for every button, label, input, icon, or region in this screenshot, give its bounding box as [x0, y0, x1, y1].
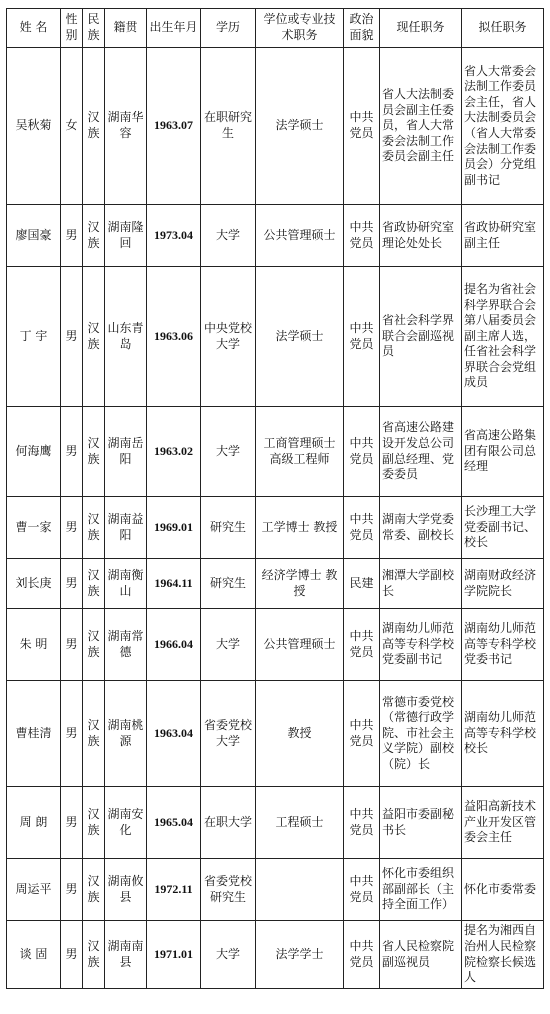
- cell-hometown: 湖南益阳: [105, 497, 147, 559]
- cell-current-post: 省高速公路建设开发总公司副总经理、党委委员: [380, 407, 462, 497]
- cell-degree: 法学硕士: [256, 267, 344, 407]
- cell-party: 中共党员: [344, 859, 380, 921]
- table-row: [7, 267, 544, 407]
- cell-current-post: 省政协研究室理论处处长: [380, 205, 462, 267]
- cell-proposed-post: 湖南幼儿师范高等专科学校党委书记: [462, 609, 544, 681]
- cell-ethnicity: 汉族: [83, 681, 105, 787]
- table-row: [7, 921, 544, 989]
- cell-education: 研究生: [201, 559, 256, 609]
- appointment-table: [6, 8, 544, 989]
- cell-name: 周运平: [7, 859, 61, 921]
- table-row: [7, 559, 544, 609]
- cell-degree: 工学博士 教授: [256, 497, 344, 559]
- cell-party: 中共党员: [344, 921, 380, 989]
- cell-degree: 法学硕士: [256, 48, 344, 205]
- cell-gender: 男: [61, 921, 83, 989]
- cell-current-post: 湘潭大学副校长: [380, 559, 462, 609]
- cell-hometown: 湖南南县: [105, 921, 147, 989]
- header-hometown: 籍贯: [105, 9, 147, 48]
- cell-degree: 工商管理硕士 高级工程师: [256, 407, 344, 497]
- cell-ethnicity: 汉族: [83, 609, 105, 681]
- header-degree: 学位或专业技术职务: [256, 9, 344, 48]
- cell-education: 中央党校大学: [201, 267, 256, 407]
- cell-party: 中共党员: [344, 681, 380, 787]
- table-row: [7, 48, 544, 205]
- cell-current-post: 湖南幼儿师范高等专科学校党委副书记: [380, 609, 462, 681]
- cell-party: 中共党员: [344, 205, 380, 267]
- cell-hometown: 湖南常德: [105, 609, 147, 681]
- cell-name: 吴秋菊: [7, 48, 61, 205]
- cell-name: 谈 固: [7, 921, 61, 989]
- cell-gender: 男: [61, 407, 83, 497]
- cell-birth: 1964.11: [147, 559, 201, 609]
- cell-name: 曹桂清: [7, 681, 61, 787]
- cell-name: 廖国豪: [7, 205, 61, 267]
- table-row: [7, 681, 544, 787]
- header-party: 政治面貌: [344, 9, 380, 48]
- cell-current-post: 常德市委党校（常德行政学院、市社会主义学院）副校（院）长: [380, 681, 462, 787]
- cell-ethnicity: 汉族: [83, 559, 105, 609]
- cell-ethnicity: 汉族: [83, 48, 105, 205]
- cell-hometown: 山东青岛: [105, 267, 147, 407]
- cell-education: 大学: [201, 407, 256, 497]
- cell-gender: 男: [61, 205, 83, 267]
- cell-ethnicity: 汉族: [83, 921, 105, 989]
- cell-education: 大学: [201, 205, 256, 267]
- table-row: [7, 497, 544, 559]
- cell-ethnicity: 汉族: [83, 787, 105, 859]
- header-name: 姓 名: [7, 9, 61, 48]
- cell-birth: 1972.11: [147, 859, 201, 921]
- cell-proposed-post: 益阳高新技术产业开发区管委会主任: [462, 787, 544, 859]
- cell-gender: 男: [61, 609, 83, 681]
- cell-current-post: 省社会科学界联合会副巡视员: [380, 267, 462, 407]
- header-gender: 性别: [61, 9, 83, 48]
- table-row: [7, 407, 544, 497]
- cell-birth: 1966.04: [147, 609, 201, 681]
- cell-gender: 男: [61, 267, 83, 407]
- cell-gender: 男: [61, 559, 83, 609]
- cell-degree: 教授: [256, 681, 344, 787]
- appointment-table-wrapper: [6, 8, 544, 989]
- cell-education: 大学: [201, 921, 256, 989]
- cell-ethnicity: 汉族: [83, 497, 105, 559]
- cell-ethnicity: 汉族: [83, 859, 105, 921]
- cell-birth: 1973.04: [147, 205, 201, 267]
- cell-birth: 1971.01: [147, 921, 201, 989]
- cell-proposed-post: 提名为湘西自治州人民检察院检察长候选人: [462, 921, 544, 989]
- cell-education: 大学: [201, 609, 256, 681]
- cell-hometown: 湖南攸县: [105, 859, 147, 921]
- cell-current-post: 益阳市委副秘书长: [380, 787, 462, 859]
- cell-proposed-post: 提名为省社会科学界联合会第八届委员会副主席人选，任省社会科学界联合会党组成员: [462, 267, 544, 407]
- cell-proposed-post: 湖南幼儿师范高等专科学校校长: [462, 681, 544, 787]
- cell-hometown: 湖南安化: [105, 787, 147, 859]
- cell-birth: 1963.07: [147, 48, 201, 205]
- cell-birth: 1963.02: [147, 407, 201, 497]
- cell-party: 民建: [344, 559, 380, 609]
- cell-current-post: 怀化市委组织部副部长（主持全面工作）: [380, 859, 462, 921]
- table-row: [7, 205, 544, 267]
- header-proposed-post: 拟任职务: [462, 9, 544, 48]
- cell-degree: [256, 859, 344, 921]
- cell-name: 刘长庚: [7, 559, 61, 609]
- cell-current-post: 湖南大学党委常委、副校长: [380, 497, 462, 559]
- cell-birth: 1969.01: [147, 497, 201, 559]
- cell-education: 省委党校研究生: [201, 859, 256, 921]
- header-current-post: 现任职务: [380, 9, 462, 48]
- cell-degree: 工程硕士: [256, 787, 344, 859]
- cell-proposed-post: 长沙理工大学党委副书记、校长: [462, 497, 544, 559]
- table-row: [7, 787, 544, 859]
- header-ethnicity: 民族: [83, 9, 105, 48]
- cell-gender: 男: [61, 497, 83, 559]
- cell-ethnicity: 汉族: [83, 267, 105, 407]
- header-education: 学历: [201, 9, 256, 48]
- cell-party: 中共党员: [344, 497, 380, 559]
- table-header-row: [7, 9, 544, 48]
- cell-hometown: 湖南岳阳: [105, 407, 147, 497]
- cell-name: 丁 宇: [7, 267, 61, 407]
- cell-degree: 公共管理硕士: [256, 609, 344, 681]
- cell-name: 何海鹰: [7, 407, 61, 497]
- cell-gender: 女: [61, 48, 83, 205]
- cell-gender: 男: [61, 859, 83, 921]
- cell-proposed-post: 省人大常委会法制工作委员会主任，省人大法制委员会（省人大常委会法制工作委员会）分党组副书记: [462, 48, 544, 205]
- cell-name: 朱 明: [7, 609, 61, 681]
- cell-ethnicity: 汉族: [83, 407, 105, 497]
- table-row: [7, 859, 544, 921]
- cell-hometown: 湖南隆回: [105, 205, 147, 267]
- cell-birth: 1963.04: [147, 681, 201, 787]
- cell-name: 曹一家: [7, 497, 61, 559]
- cell-hometown: 湖南桃源: [105, 681, 147, 787]
- header-birth: 出生年月: [147, 9, 201, 48]
- cell-hometown: 湖南华容: [105, 48, 147, 205]
- cell-degree: 公共管理硕士: [256, 205, 344, 267]
- cell-birth: 1963.06: [147, 267, 201, 407]
- cell-party: 中共党员: [344, 48, 380, 205]
- cell-current-post: 省人民检察院副巡视员: [380, 921, 462, 989]
- cell-hometown: 湖南衡山: [105, 559, 147, 609]
- cell-education: 在职研究生: [201, 48, 256, 205]
- cell-ethnicity: 汉族: [83, 205, 105, 267]
- cell-degree: 经济学博士 教授: [256, 559, 344, 609]
- cell-proposed-post: 湖南财政经济学院院长: [462, 559, 544, 609]
- cell-education: 在职大学: [201, 787, 256, 859]
- cell-proposed-post: 怀化市委常委: [462, 859, 544, 921]
- cell-party: 中共党员: [344, 609, 380, 681]
- cell-gender: 男: [61, 787, 83, 859]
- cell-education: 省委党校大学: [201, 681, 256, 787]
- cell-name: 周 朗: [7, 787, 61, 859]
- cell-proposed-post: 省政协研究室副主任: [462, 205, 544, 267]
- cell-proposed-post: 省高速公路集团有限公司总经理: [462, 407, 544, 497]
- cell-education: 研究生: [201, 497, 256, 559]
- cell-party: 中共党员: [344, 407, 380, 497]
- cell-current-post: 省人大法制委员会副主任委员，省人大常委会法制工作委员会副主任: [380, 48, 462, 205]
- cell-party: 中共党员: [344, 787, 380, 859]
- cell-gender: 男: [61, 681, 83, 787]
- table-row: [7, 609, 544, 681]
- cell-degree: 法学学士: [256, 921, 344, 989]
- cell-party: 中共党员: [344, 267, 380, 407]
- cell-birth: 1965.04: [147, 787, 201, 859]
